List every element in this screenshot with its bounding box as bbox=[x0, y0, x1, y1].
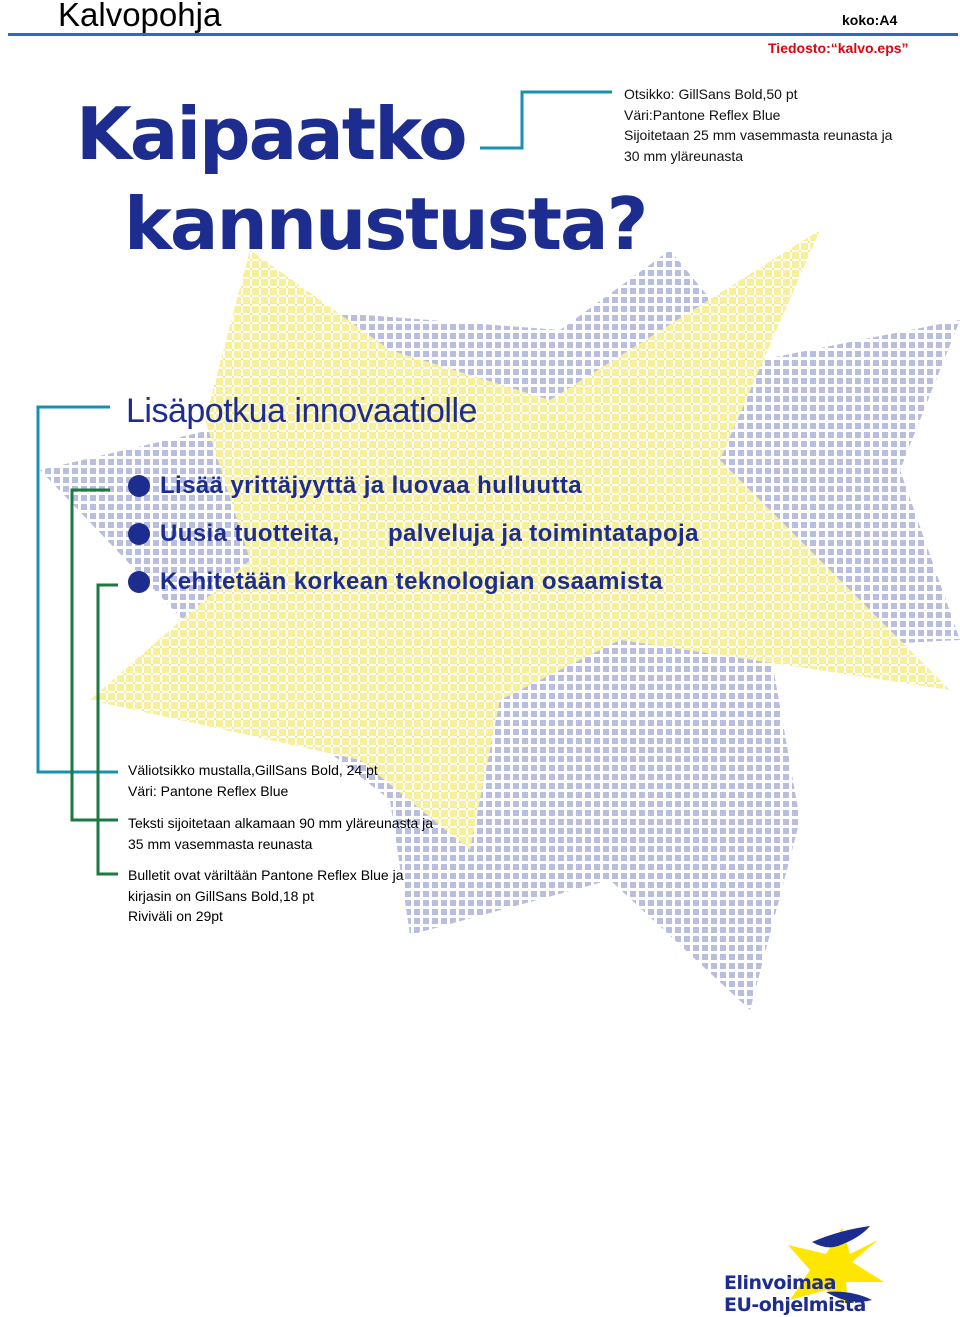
title-spec-line: 30 mm yläreunasta bbox=[624, 147, 744, 164]
bullet-item bbox=[128, 472, 582, 500]
eu-logo-text bbox=[724, 1272, 866, 1316]
note-line: Bulletit ovat väriltään Pantone Reflex Blue ja bbox=[128, 867, 404, 883]
note-line: Väri: Pantone Reflex Blue bbox=[128, 782, 289, 799]
bullet-dot-icon bbox=[128, 475, 150, 497]
bullet-dot-icon bbox=[128, 523, 150, 545]
note-line: kirjasin on GillSans Bold,18 pt bbox=[128, 887, 314, 904]
size-label: koko:A4 bbox=[842, 12, 898, 28]
slide-title-line2: kannustusta? bbox=[124, 182, 647, 266]
page-title: Kalvopohja bbox=[58, 0, 222, 33]
slide-title bbox=[76, 92, 647, 266]
bullet-item bbox=[128, 520, 340, 548]
bullet-text: Kehitetään korkean teknologian osaamista bbox=[160, 568, 663, 595]
title-spec-line: Otsikko: GillSans Bold,50 pt bbox=[624, 86, 798, 102]
title-spec-line: Sijoitetaan 25 mm vasemmasta reunasta ja bbox=[624, 127, 893, 143]
note-line: Väliotsikko mustalla,GillSans Bold, 24 pt bbox=[128, 762, 378, 778]
note-line: 35 mm vasemmasta reunasta bbox=[128, 835, 313, 852]
logo-line1: Elinvoimaa bbox=[724, 1272, 836, 1294]
file-name-label: Tiedosto:“kalvo.eps” bbox=[768, 40, 909, 56]
logo-line2: EU-ohjelmista bbox=[724, 1294, 866, 1316]
subheading-spec-note bbox=[128, 760, 378, 801]
title-spec-line: Väri:Pantone Reflex Blue bbox=[624, 106, 781, 123]
bullet-dot-icon bbox=[128, 571, 150, 593]
title-callout-line bbox=[480, 92, 612, 148]
bullet-item bbox=[128, 568, 663, 596]
bullet-text: palveluja ja toimintatapoja bbox=[388, 520, 699, 547]
bullet-callout-line bbox=[98, 585, 118, 874]
bullet-text: Uusia tuotteita, bbox=[160, 520, 340, 547]
bullet-text: Lisää yrittäjyyttä ja luovaa hulluutta bbox=[160, 472, 582, 499]
slide-title-line1: Kaipaatko bbox=[76, 92, 466, 176]
bullet-text-continuation bbox=[388, 520, 699, 548]
slide-subheading: Lisäpotkua innovaatiolle bbox=[126, 392, 477, 430]
bullet-spec-note bbox=[128, 865, 404, 927]
note-line: Teksti sijoitetaan alkamaan 90 mm yläreunasta ja bbox=[128, 815, 434, 831]
header-divider bbox=[8, 33, 958, 36]
text-position-note bbox=[128, 813, 433, 854]
note-line: Riviväli on 29pt bbox=[128, 908, 223, 924]
title-spec-note bbox=[624, 84, 892, 166]
